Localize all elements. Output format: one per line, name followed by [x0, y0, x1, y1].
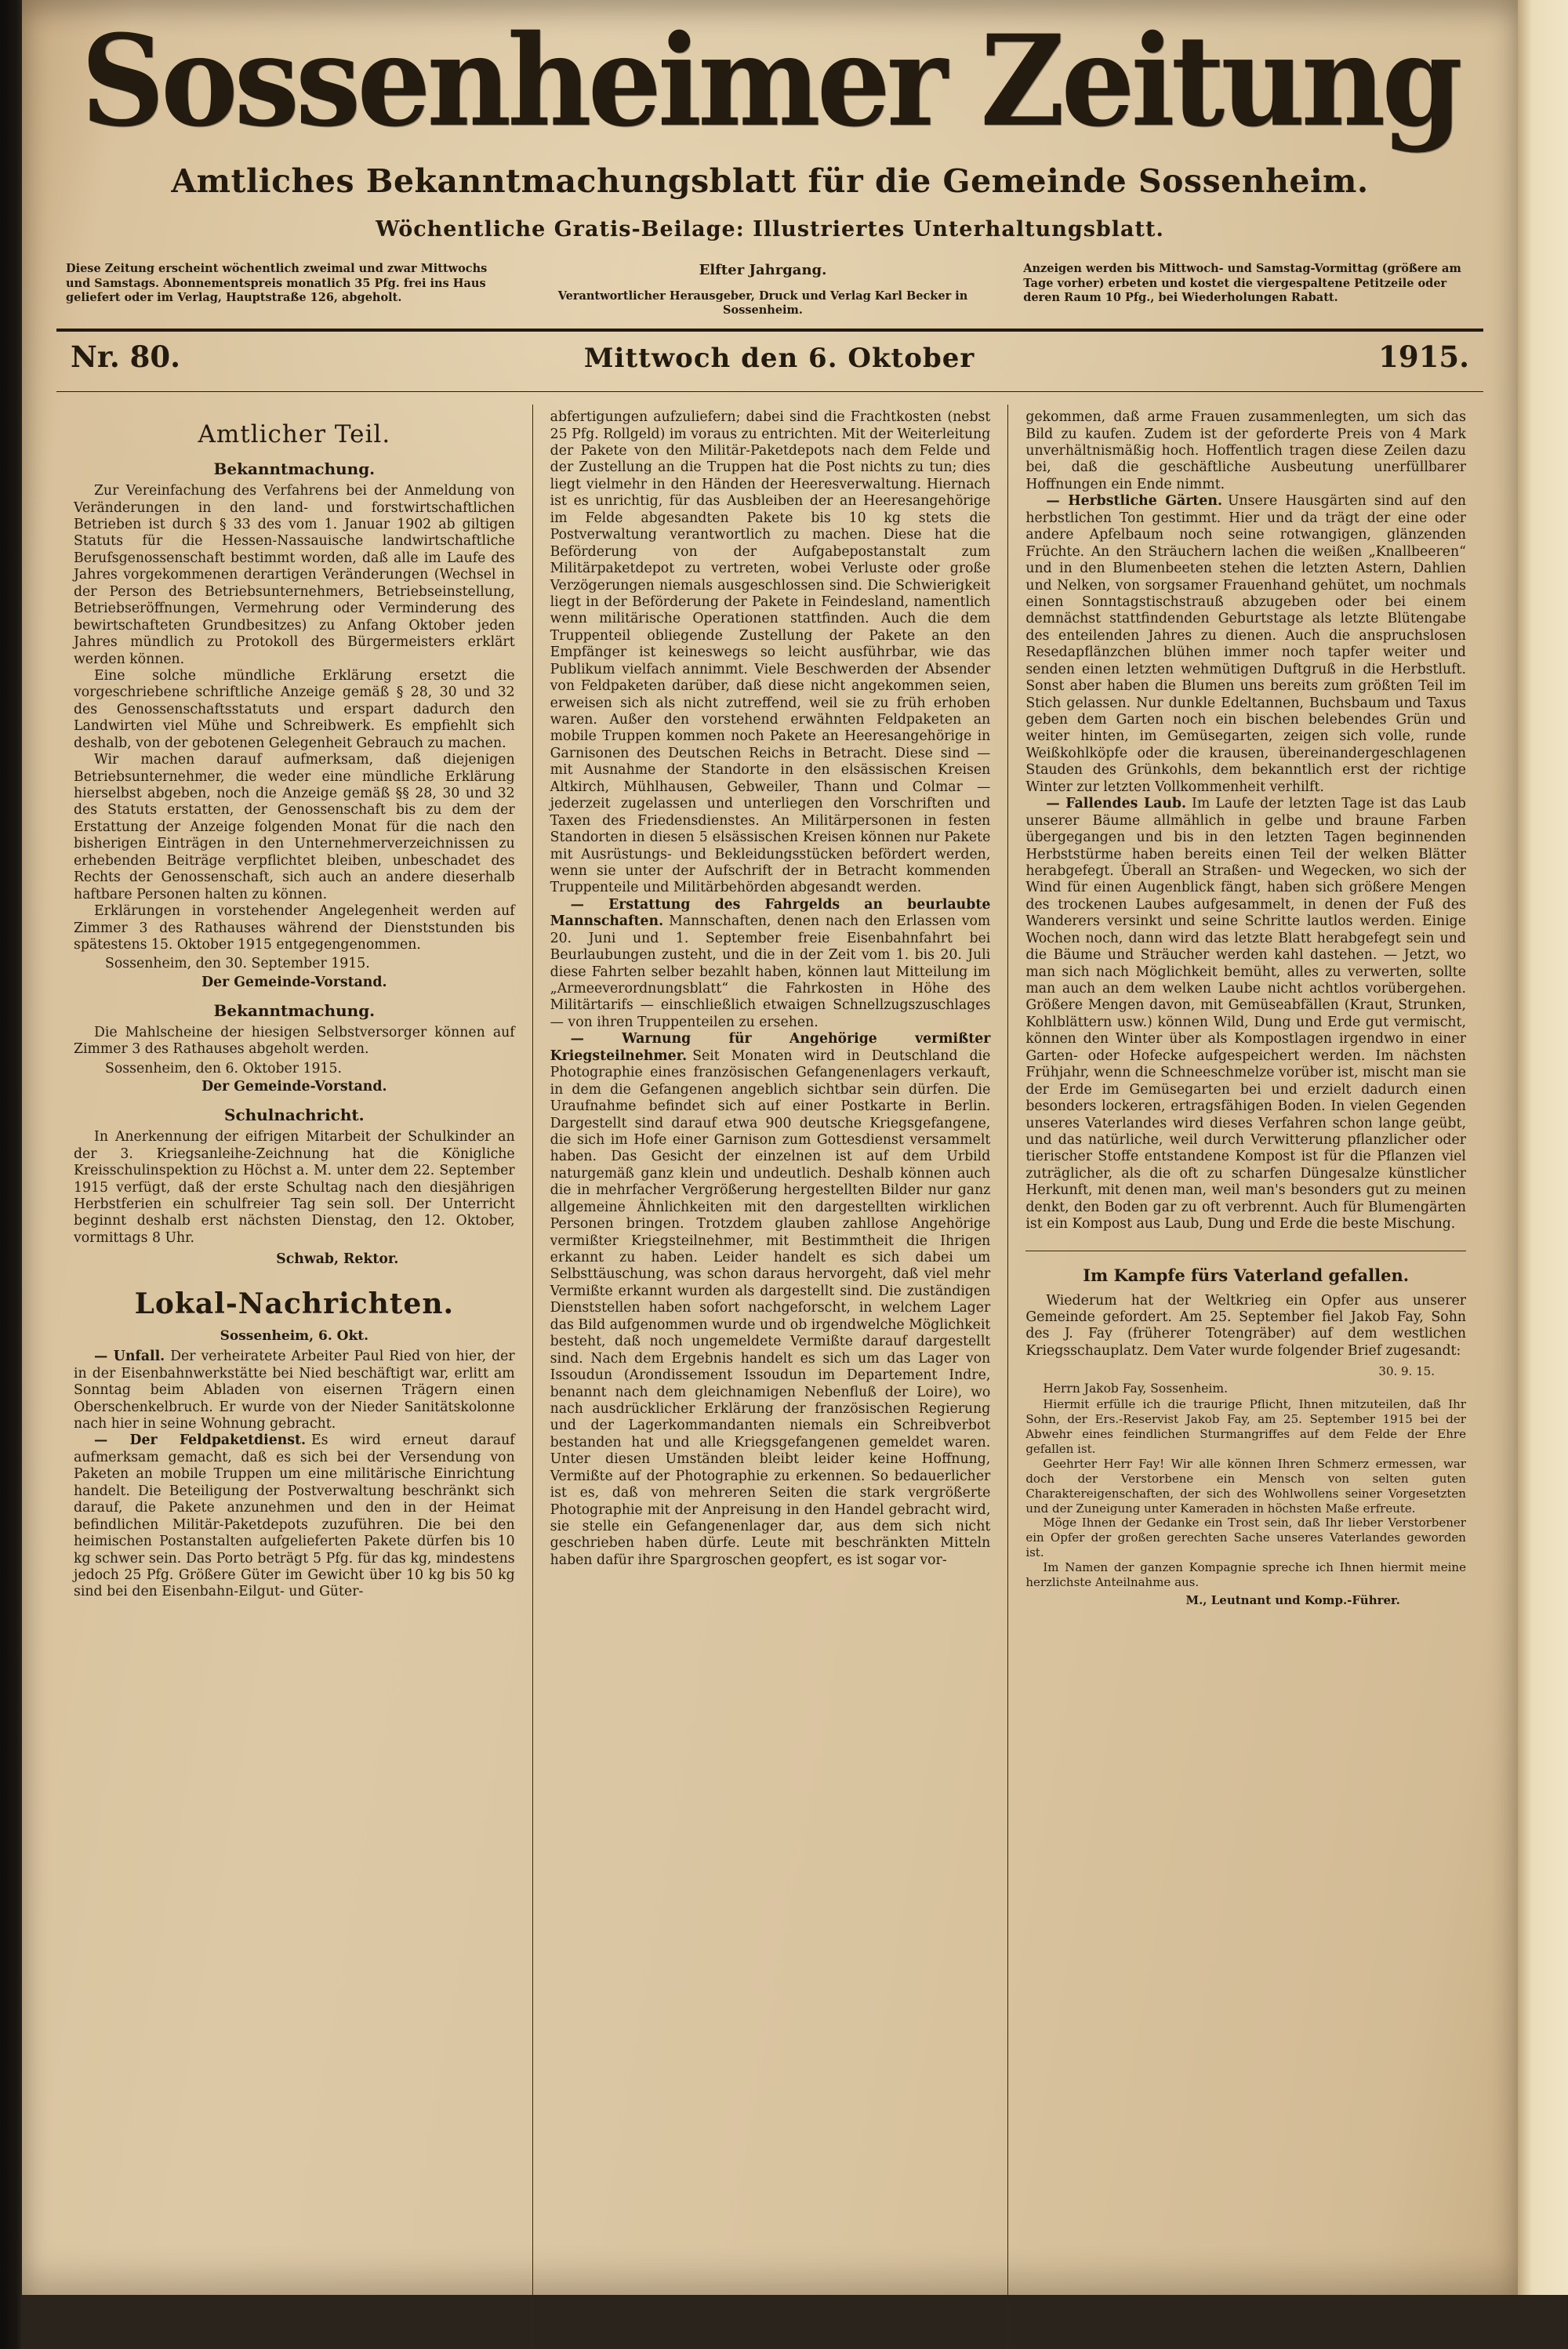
place-date-line: Sossenheim, den 30. September 1915.: [105, 956, 370, 972]
letter-date: 30. 9. 15.: [1378, 1364, 1435, 1379]
publisher-info: Verantwortlicher Herausgeber, Druck und Verlag Karl Becker in Sossenheim.: [557, 289, 968, 318]
column-3: [1007, 405, 1483, 2349]
news-item-text: Unsere Hausgärten sind auf den herbstlichen Ton gestimmt. Hier und da trägt der eine oder andere Apfelbaum noch seine rotwangigen, glänzenden Früchte. An den Sträuchern lachen die weißen „Knallbeeren“ und in den Blumenbeeten stehen die letzten Astern, Dahlien und Nelken, von sorgsamer Frauenhand gehütet, um nochmals einen Sonntagstischstrauß abzugeben oder bei einem demnächst stattfindenden Geburtstage als letzte Blütengabe des enteilenden Jahres zu dienen. Auch die anspruchslosen Resedapflänzchen blühen immer noch tapfer weiter und senden einen letzten wehmütigen Duftgruß in die Herbstluft. Sonst aber haben die Blumen uns bereits zum größten Teil im Stich gelassen. Nur dunkle Edeltannen, Buchsbaum und Taxus geben dem Garten noch ein bischen belebendes Grün und weiter hinten, im Gemüsegarten, zeigen sich volle, runde Weißkohlköpfe oder die krausen, übereinandergeschlagenen Stauden des Grünkohls, dem bekanntlich erst der richtige Winter zur letzten Vollkommenheit verhilft.: [1025, 493, 1466, 795]
letter-signature: M., Leutnant und Komp.-Führer.: [1185, 1592, 1400, 1607]
letter-paragraph: Im Namen der ganzen Kompagnie spreche ich Ihnen hiermit meine herzlichste Anteilnahme aus.: [1025, 1560, 1466, 1590]
newspaper-title: Sossenheimer Zeitung: [81, 6, 1459, 154]
letter-paragraph: Möge Ihnen der Gedanke ein Trost sein, daß Ihr lieber Verstorbener ein Opfer der großen gerechten Sache unseres Vaterlandes geworden ist.: [1025, 1516, 1466, 1560]
subheading-bekanntmachung-2: Bekanntmachung.: [213, 1000, 376, 1020]
body-columns: [56, 405, 1483, 2349]
news-item-text: Im Laufe der letzten Tage ist das Laub unserer Bäume allmählich in gelbe und braune Farben übergegangen und bis in den letzten Tagen beginnenden Herbststürme haben bereits einen Teil der welken Blätter herabgefegt. Überall an Straßen- und Wegecken, wo sich der Wind für einen Augenblick fängt, haben sich größere Mengen des trockenen Laubes aufgesammelt, in denen der Fuß des Wanderers versinkt und seine Schritte lautlos werden. Einige Wochen noch, dann wird das letzte Blatt herabgefegt sein und die Bäume und Sträucher werden kahl dastehen. — Jetzt, wo man sich nach Möglichkeit bemüht, alles zu verwerten, sollte man auch an dem welken Laube nicht achtlos vorübergehen. Größere Mengen davon, mit Gemüseabfällen (Kraut, Strunken, Kohlblättern usw.) können Wild, Dung und Erde gut vermischt, können den Winter über als Kompostlagen irgendwo in einer Garten- oder Hofecke aufgespeichert werden. Im nächsten Frühjahr, wenn die Schneeschmelze vorüber ist, mischt man sie der Erde im Gemüsegarten bei und erzielt dadurch einen besonders lockeren, ertragsfähigen Boden. In vielen Gegenden unseres Vaterlandes wird dieses Verfahren schon lange geübt, und das natürliche, weil durch Verwitterung pflanzlicher oder tierischer Stoffe entstandene Kompost ist für die Pflanzen viel zuträglicher, als die oft zu scharfen Düngesalze künstlicher Herkunft, mit denen man, weil man's besonders gut zu meinen denkt, den Boden gar zu oft verbrennt. Auch für Blumengärten ist ein Kompost aus Laub, Dung und Erde die beste Mischung.: [1025, 796, 1466, 1233]
subheading-bekanntmachung-1: Bekanntmachung.: [213, 459, 376, 479]
news-item-lead: — Warnung für Angehörige vermißter Kriegsteilnehmer.: [550, 1031, 991, 1064]
news-item-fallendes-laub: [1025, 796, 1466, 1233]
paragraph: Eine solche mündliche Erklärung ersetzt die vorgeschriebene schriftliche Anzeige gemäß § 28, 30 und 32 des Genossenschaftsstatuts und erspart dadurch den Landwirten viel Mühe und Schreibwerk. Es empfiehlt sich deshalb, von der gebotenen Gelegenheit Gebrauch zu machen.: [74, 667, 515, 751]
news-item-lead: — Unfall.: [94, 1349, 165, 1365]
signature-line: Der Gemeinde-Vorstand.: [201, 1079, 387, 1095]
news-item-lead: — Herbstliche Gärten.: [1046, 493, 1222, 510]
paragraph: In Anerkennung der eifrigen Mitarbeit der Schulkinder an der 3. Kriegsanleihe-Zeichnung hat die Königliche Kreisschulinspektion zu Höchst a. M. unter dem 22. September 1915 verfügt, daß der erste Schultag nach den diesjährigen Herbstferien ein schulfreier Tag sein soll. Der Unterricht beginnt deshalb erst nächsten Dienstag, den 12. Oktober, vormittags 8 Uhr.: [74, 1129, 515, 1246]
rule-above-dateline: [56, 329, 1483, 332]
news-item-lead: — Fallendes Laub.: [1046, 796, 1187, 812]
adjacent-page-edge: [1518, 0, 1568, 2295]
news-item-text: Es wird erneut darauf aufmerksam gemacht, daß es sich bei der Versendung von Paketen an mobile Truppen um eine militärische Einrichtung handelt. Die Beteiligung der Postverwaltung beschränkt sich darauf, die Pakete anzunehmen und den in der Heimat befindlichen Militär-Paketdepots zuzuführen. Die bei den heimischen Postanstalten aufgelieferten Pakete dürfen bis 10 kg schwer sein. Das Porto beträgt 5 Pfg. für das kg, mindestens jedoch 25 Pfg. Größere Güter im Gewicht über 10 kg bis 50 kg sind bei den Eisenbahn-Eilgut- und Güter-: [74, 1432, 515, 1600]
paragraph: Wir machen darauf aufmerksam, daß diejenigen Betriebsunternehmer, die weder eine mündliche Erklärung hierselbst abgeben, noch die Anzeige gemäß §§ 28, 30 und 32 des Statuts erstatten, der Genossenschaft bis zu dem der Erstattung der Anzeige folgenden Monat für die nach den bisherigen Einträgen in den Unternehmerverzeichnissen zu erhebenden Beiträge verpflichtet bleiben, unbeschadet des Rechts der Genossenschaft, sich auch an andere dieserhalb haftbare Personen halten zu können.: [74, 752, 515, 902]
section-heading-lokal-nachrichten: Lokal-Nachrichten.: [134, 1287, 455, 1321]
news-item-text: Der verheiratete Arbeiter Paul Ried von hier, der in der Eisenbahnwerkstätte bei Nied beschäftigt war, erlitt am Sonntag beim Abladen von eisernen Trägern einen Oberschenkelbruch. Er wurde von der Nieder Sanitätskolonne nach hier in seine Wohnung gebracht.: [74, 1349, 515, 1432]
paragraph-continuation: gekommen, daß arme Frauen zusammenlegten, um sich das Bild zu kaufen. Zudem ist der geforderte Preis von 4 Mark unverhältnismäßig hoch. Hoffentlich tragen diese Zeilen dazu bei, daß die geschäftliche Ausbeutung unerfüllbarer Hoffnungen ein Ende nimmt.: [1025, 409, 1466, 492]
volume-publisher-info: [552, 262, 975, 318]
signature-line: Der Gemeinde-Vorstand.: [201, 974, 387, 990]
masthead: [22, 0, 1518, 318]
news-item-warnung: [550, 1031, 991, 1569]
news-item-lead: — Erstattung des Fahrgelds an beurlaubte Mannschaften.: [550, 896, 991, 930]
news-item-text: Mannschaften, denen nach den Erlassen vom 20. Juni und 1. September freie Eisenbahnfahrt bei Beurlaubungen zusteht, und die in der Zeit vom 1. bis 20. Juli diese Fahrten selber bezahlt haben, können laut Mitteilung im „Armeeverordnungsblatt“ die Fahrkosten in Höhe des Militärtarifs — einschließlich etwaigen Schnellzugszuschlages — von ihren Truppenteilen zu ersehen.: [550, 913, 991, 1030]
paragraph: Zur Vereinfachung des Verfahrens bei der Anmeldung von Veränderungen in den land- und forstwirtschaftlichen Betrieben ist durch § 33 des vom 1. Januar 1902 ab giltigen Statuts für die Hessen-Nassauische landwirtschaftliche Berufsgenossenschaft bestimmt worden, daß alle im Laufe des Jahres vorgekommenen derartigen Veränderungen (Wechsel in der Person des Betriebsunternehmers, Betriebseinstellung, Betriebseröffnungen, Vermehrung oder Verminderung des bewirtschafteten Grundbesitzes) zu Anfang Oktober jeden Jahres mündlich zu Protokoll des Bürgermeisters erklärt werden können.: [74, 483, 515, 667]
news-item-text: Seit Monaten wird in Deutschland die Photographie eines französischen Gefangenenlagers verkauft, in dem die Gefangenen angeblich sichtbar sein dürfen. Die Uraufnahme befindet sich auf einer Postkarte in Berlin. Dargestellt sind darauf etwa 900 deutsche Kriegsgefangene, die sich im Hofe einer Garnison zum Gottesdienst versammelt haben. Das Gesicht der einzelnen ist auf dem Urbild naturgemäß ganz klein und undeutlich. Deshalb können auch die in mehrfacher Vergrößerung hergestellten Bilder nur ganz allgemeine Ähnlichkeiten mit den dargestellten wirklichen Personen bringen. Trotzdem glauben zahllose Angehörige vermißter Kriegsteilnehmer, mit Bestimmtheit die Ihrigen erkannt zu haben. Leider handelt es sich dabei um Selbsttäuschung, was schon daraus hervorgeht, daß viel mehr Vermißte erkannt wurden als dargestellt sind. Die zuständigen Dienststellen haben sofort nachgeforscht, in welchem Lager das Bild aufgenommen wurde und ob irgendwelche Möglichkeit besteht, daß noch ungemeldete Vermißte darauf dargestellt sind. Nach dem Ergebnis handelt es sich um das Lager von Issoudun (Arondissement Issoudun im Departement Indre, benannt nach dem gleichnamigen Nebenfluß der Loire), wo nach ausdrücklicher Erklärung der französischen Regierung und der Lagerkommandanten niemals ein Schreibverbot bestanden hat und alle Kriegsgefangenen gemeldet waren. Unter diesen Umständen bleibt leider keine Hoffnung, Vermißte auf der Photographie zu erkennen. So bedauerlicher ist es, daß von mehreren Seiten die stark vergrößerte Photographie mit der Anpreisung in den Handel gebracht wird, sie stelle ein Gefangenenlager dar, aus dem sich nicht geschrieben haben dürfe. Leute mit beschränkten Mitteln haben dafür ihre Spargroschen geopfert, es ist sogar vor-: [550, 1047, 991, 1568]
news-item-unfall: [74, 1349, 515, 1432]
masthead-info-row: [66, 262, 1474, 318]
advertising-info: Anzeigen werden bis Mittwoch- und Samstag-Vormittag (größere am Tage vorher) erbeten und kostet die viergespaltene Petitzeile oder deren Raum 10 Pfg., bei Wiederholungen Rabatt.: [1023, 262, 1461, 304]
newspaper-subtitle: Amtliches Bekanntmachungsblatt für die Gemeinde Sossenheim.: [171, 162, 1369, 201]
column-2: [532, 405, 1008, 2349]
subscription-info: Diese Zeitung erscheint wöchentlich zweimal und zwar Mittwochs und Samstags. Abonnementspreis monatlich 35 Pfg. frei ins Haus geliefert oder im Verlag, Hauptstraße 126, abgeholt.: [66, 262, 488, 304]
paragraph-continuation: abfertigungen aufzuliefern; dabei sind die Frachtkosten (nebst 25 Pfg. Rollgeld) im voraus zu entrichten. Mit der Weiterleitung der Pakete von den Militär-Paketdepots nach dem Felde und der Zustellung an die Truppen hat die Post nichts zu tun; dies liegt vielmehr in den Händen der Heeresverwaltung. Hiernach ist es unrichtig, für das Ausbleiben der an Heeresangehörige im Felde abgesandten Pakete bis 10 kg stets die Postverwaltung verantwortlich zu machen. Diese hat die Beförderung von der Aufgabepostanstalt zum Militärpaketdepot zu vertreten, wobei Verluste oder große Verzögerungen niemals ausgeschlossen sind. Die Schwierigkeit liegt in der Beförderung der Pakete in Feindesland, namentlich wenn militärische Operationen stattfinden. Auch die dem Truppenteil obliegende Zustellung der Pakete an den Empfänger ist keineswegs so leicht ausführbar, wie das Publikum vielfach annimmt. Viele Beschwerden der Absender von Feldpaketen darüber, daß diese nicht angekommen seien, erweisen sich als nicht zutreffend, weil sie zu früh erhoben waren. Außer den vorstehend erwähnten Feldpaketen an mobile Truppen kommen noch Pakete an Heeresangehörige in Garnisonen des Deutschen Reichs in Betracht. Diese sind — mit Ausnahme der Standorte in den elsässischen Kreisen Altkirch, Mühlhausen, Gebweiler, Thann und Colmar — jederzeit zugelassen und unterliegen den Vorschriften und Taxen des Friedensdienstes. An Militärpersonen in festen Standorten in diesen 5 elsässischen Kreisen können nur Pakete mit Ausrüstungs- und Bekleidungsstücken befördert werden, wenn sie unter der Aufschrift der in Betracht kommenden Truppenteile und Militärbehörden abgesandt werden.: [550, 409, 991, 896]
letter-paragraph: Hiermit erfülle ich die traurige Pflicht, Ihnen mitzuteilen, daß Ihr Sohn, der Ers.-Reservist Jakob Fay, am 25. September 1915 bei der Abwehr eines feindlichen Sturmangriffes auf dem Felde der Ehre gefallen ist.: [1025, 1397, 1466, 1456]
news-item-feldpaketdienst: [74, 1432, 515, 1600]
news-item-lead: — Der Feldpaketdienst.: [94, 1432, 306, 1449]
newspaper-subtitle2: Wöchentliche Gratis-Beilage: Illustriertes Unterhaltungsblatt.: [376, 217, 1164, 242]
news-item-herbstliche-gaerten: [1025, 493, 1466, 796]
paragraph: Erklärungen in vorstehender Angelegenheit werden auf Zimmer 3 des Rathauses während der Dienststunden bis spätestens 15. Oktober 1915 entgegengenommen.: [74, 903, 515, 953]
subheading-ort-datum: Sossenheim, 6. Okt.: [220, 1328, 369, 1345]
signature-line: Schwab, Rektor.: [276, 1251, 399, 1268]
rule-below-dateline: [56, 391, 1483, 392]
column-1: [56, 405, 532, 2349]
place-date-line: Sossenheim, den 6. Oktober 1915.: [105, 1060, 342, 1076]
issue-year: 1915.: [1378, 339, 1469, 375]
paragraph-gefallen-intro: Wiederum hat der Weltkrieg ein Opfer aus unserer Gemeinde gefordert. Am 25. September fiel Jakob Fay, Sohn des J. Fay (früherer Totengräber) auf dem westlichen Kriegsschauplatz. Dem Vater wurde folgender Brief zugesandt:: [1025, 1292, 1466, 1359]
subheading-schulnachricht: Schulnachricht.: [224, 1106, 365, 1125]
letter-address: Herrn Jakob Fay, Sossenheim.: [1043, 1381, 1229, 1396]
letter-paragraph: Geehrter Herr Fay! Wir alle können Ihren Schmerz ermessen, war doch der Verstorbene ein Mensch von selten guten Charaktereigenschaften, der sich des Wohlwollens seiner Vorgesetzten und der Zuneigung unter Kameraden in höchsten Maße erfreute.: [1025, 1456, 1466, 1516]
section-heading-gefallen: Im Kampfe fürs Vaterland gefallen.: [1025, 1251, 1466, 1285]
volume-label: Elfter Jahrgang.: [699, 262, 827, 279]
newspaper-paper: [22, 0, 1518, 2295]
section-heading-amtlicher-teil: Amtlicher Teil.: [198, 420, 391, 449]
dateline: [56, 335, 1483, 380]
issue-number: Nr. 80.: [71, 339, 181, 375]
news-item-fahrgeld: [550, 897, 991, 1032]
issue-date: Mittwoch den 6. Oktober: [583, 343, 975, 375]
paragraph: Die Mahlscheine der hiesigen Selbstversorger können auf Zimmer 3 des Rathauses abgeholt werden.: [74, 1024, 515, 1058]
